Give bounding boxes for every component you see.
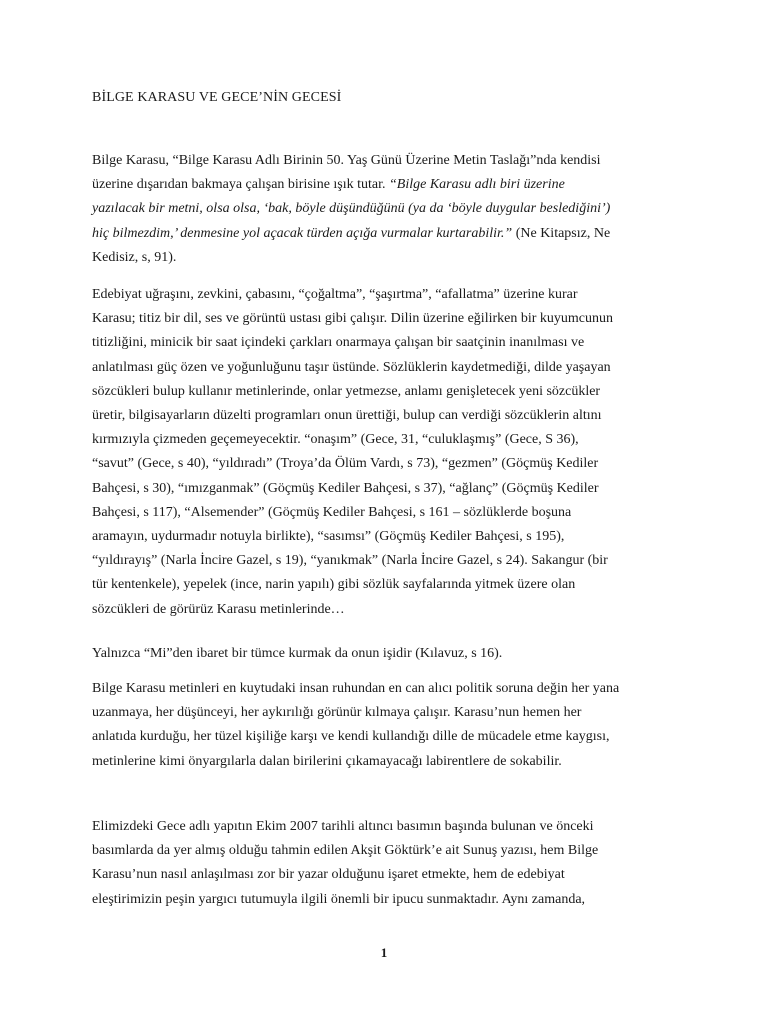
text-line [92, 331, 692, 355]
text-run: eleştirimizin peşin yargıcı tutumuyla ilgili önemli bir ipucu sunmaktadır. Aynı zamanda, [92, 891, 586, 907]
text-run: üretir, bilgisayarların düzelti programları onun ürettiği, bulup can verdiği sözcüklerin altını [92, 408, 602, 424]
text-run: Elimizdeki Gece adlı yapıtın Ekim 2007 tarihli altıncı basımın başında bulunan ve önceki [92, 819, 594, 834]
text-run: metinlerine kimi önyargılarla dalan birilerini çıkamayacağı labirentlere de sokabilir. [92, 753, 562, 769]
text-run: titizliğini, minicik bir saat içindeki çarkları onarmaya çalışan bir saatçinin inanılması ve [92, 335, 585, 351]
paragraph-3 [92, 642, 692, 666]
text-run: Edebiyat uğraşını, zevkini, çabasını, “çoğaltma”, “şaşırtma”, “afallatma” üzerine kurar [92, 287, 578, 302]
text-line [92, 863, 692, 887]
text-line [92, 642, 692, 666]
text-line [92, 307, 692, 331]
text-line [92, 839, 692, 863]
text-run: Bahçesi, s 30), “ımızganmak” (Göçmüş Kediler Bahçesi, s 37), “ağlanç” (Göçmüş Kediler [92, 480, 599, 496]
text-line [92, 404, 692, 428]
text-line [92, 149, 692, 173]
text-line [92, 701, 692, 725]
text-line [92, 380, 692, 404]
text-line [92, 549, 692, 573]
paragraph-5 [92, 815, 692, 912]
text-line [92, 501, 692, 525]
text-line [92, 197, 692, 221]
text-line [92, 452, 692, 476]
text-line [92, 750, 692, 774]
text-run: “savut” (Gece, s 40), “yıldıradı” (Troya’da Ölüm Vardı, s 73), “gezmen” (Göçmüş Kediler [92, 456, 599, 472]
text-run: Bilge Karasu metinleri en kuytudaki insan ruhundan en can alıcı politik soruna değin her yana [92, 681, 620, 696]
text-run: (Ne Kitapsız, Ne [512, 225, 611, 241]
text-line [92, 173, 692, 197]
text-line [92, 677, 692, 701]
text-line [92, 525, 692, 549]
text-run: Kedisiz, s, 91). [92, 249, 177, 265]
text-line [92, 246, 692, 270]
text-line [92, 598, 692, 622]
text-line [92, 725, 692, 749]
page-number: 1 [380, 945, 388, 960]
text-line [92, 573, 692, 597]
text-run: Karasu; titiz bir dil, ses ve görüntü ustası gibi çalışır. Dilin üzerine eğilirken bir kuyumcunun [92, 311, 614, 327]
text-line [92, 222, 692, 246]
text-run: sözcükleri bulup kullanır metinlerinde, onlar yetmezse, anlamı genişletecek yeni sözcükler [92, 383, 601, 399]
text-line [92, 428, 692, 452]
italic-quote: “Bilge Karasu adlı biri üzerine [389, 177, 565, 193]
text-run: basımlarda da yer almış olduğu tahmin edilen Akşit Göktürk’e ait Sunuş yazısı, hem Bilge [92, 843, 599, 859]
text-run: sözcükleri de görürüz Karasu metinlerinde… [92, 601, 345, 617]
text-line [92, 356, 692, 380]
paragraph-4 [92, 677, 692, 774]
text-run: “yıldırayış” (Narla İncire Gazel, s 19), “yanıkmak” (Narla İncire Gazel, s 24). Sakangur (bir [92, 553, 608, 569]
text-line [92, 888, 692, 912]
text-run: Karasu’nun nasıl anlaşılması zor bir yazar olduğunu işaret etmekte, hem de edebiyat [92, 867, 565, 883]
text-run: uzanmaya, her düşünceyi, her aykırılığı görünür kılmaya çalışır. Karasu’nun hemen her [92, 705, 582, 721]
paragraph-2 [92, 283, 692, 622]
text-line [92, 477, 692, 501]
paragraph-1 [92, 149, 692, 270]
text-run: anlatılması güç özen ve yoğunluğunu taşır üstünde. Sözlüklerin kaydetmediği, dilde yaşayan [92, 359, 611, 375]
italic-quote: yazılacak bir metni, olsa olsa, ‘bak, böyle düşündüğünü (ya da ‘böyle duygular beslediğini’) [92, 201, 611, 217]
text-run: üzerine dışarıdan bakmaya çalışan birisine ışık tutar. [92, 177, 390, 193]
text-run: tür kentenkele), yepelek (ince, narin yapılı) gibi sözlük sayfalarında yitmek üzere olan [92, 577, 576, 593]
italic-quote: hiç bilmezdim,’ denmesine yol açacak türden açığa vurmalar kurtarabilir.” [92, 225, 513, 241]
text-line [92, 283, 692, 307]
document-title: BİLGE KARASU VE GECE’NİN GECESİ [92, 90, 342, 105]
text-run: Bilge Karasu, “Bilge Karasu Adlı Birinin 50. Yaş Günü Üzerine Metin Taslağı”nda kendisi [92, 153, 601, 168]
text-line [92, 815, 692, 839]
text-run: anlatıda kurduğu, her tüzel kişiliğe karşı ve kendi kullandığı dille de mücadele etme kaygısı, [92, 729, 610, 745]
text-run: Bahçesi, s 117), “Alsemender” (Göçmüş Kediler Bahçesi, s 161 – sözlüklerde boşuna [92, 504, 572, 520]
text-run: aramayın, uydurmadır notuyla birlikte), “sasımsı” (Göçmüş Kediler Bahçesi, s 195), [92, 529, 565, 545]
text-run: Yalnızca “Mi”den ibaret bir tümce kurmak da onun işidir (Kılavuz, s 16). [92, 646, 503, 661]
text-run: kırmızıyla çizmeden geçemeyecektir. “onaşım” (Gece, 31, “culuklaşmış” (Gece, S 36), [92, 432, 579, 448]
